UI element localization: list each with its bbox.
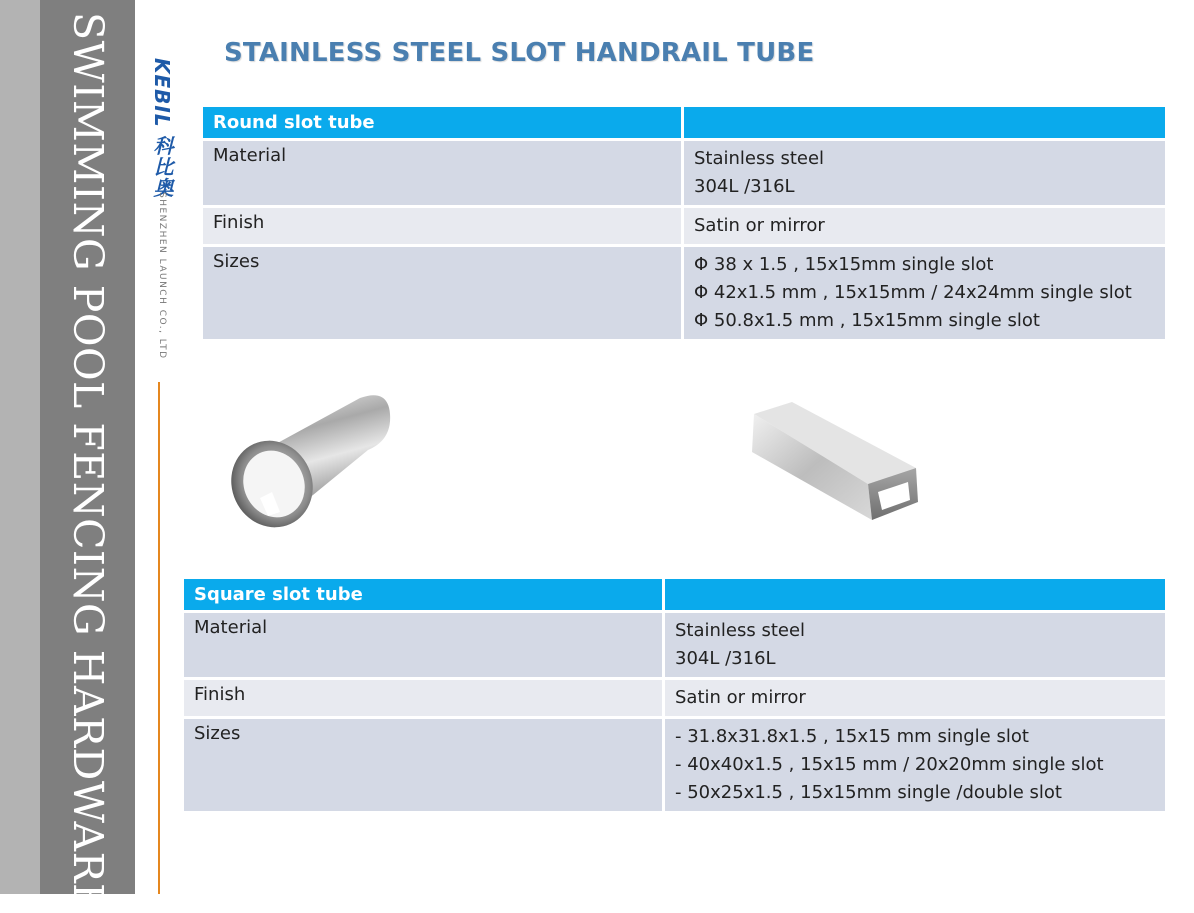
row-value xyxy=(684,208,1165,244)
row-value xyxy=(665,719,1165,811)
value-line: 304L /316L xyxy=(675,648,776,669)
square-slot-table xyxy=(181,576,1168,814)
value-line: Stainless steel xyxy=(694,148,825,169)
company-name: SHENZHEN LAUNCH CO., LTD xyxy=(157,192,167,360)
table-row-sizes xyxy=(203,247,1165,339)
table-header-cell: Round slot tube xyxy=(203,107,681,138)
table-row-finish xyxy=(184,680,1165,716)
page-title: STAINLESS STEEL SLOT HANDRAIL TUBE xyxy=(224,38,815,68)
square-tube-image xyxy=(748,400,920,522)
value-line: - 50x25x1.5 , 15x15mm single /double slot xyxy=(675,782,1062,803)
table-header-cell-empty xyxy=(665,579,1165,610)
banner-text: SWIMMING POOL FENCING HARDWARE xyxy=(64,12,112,913)
value-line: Φ 38 x 1.5 , 15x15mm single slot xyxy=(694,254,994,275)
row-label: Finish xyxy=(203,208,681,244)
brand-logo: KEBIL 科比奥 xyxy=(150,58,174,199)
value-line: Φ 50.8x1.5 mm , 15x15mm single slot xyxy=(694,310,1040,331)
value-line: - 31.8x31.8x1.5 , 15x15 mm single slot xyxy=(675,726,1029,747)
table-header-row xyxy=(203,107,1165,138)
row-label: Sizes xyxy=(203,247,681,339)
value-line: Satin or mirror xyxy=(694,215,825,236)
table-row-finish xyxy=(203,208,1165,244)
value-line: Stainless steel xyxy=(675,620,806,641)
table-header-cell: Square slot tube xyxy=(184,579,662,610)
row-value xyxy=(684,141,1165,205)
row-value xyxy=(684,247,1165,339)
row-label: Sizes xyxy=(184,719,662,811)
table-header-cell-empty xyxy=(684,107,1165,138)
row-label: Material xyxy=(203,141,681,205)
table-header-row xyxy=(184,579,1165,610)
row-label: Material xyxy=(184,613,662,677)
row-value xyxy=(665,613,1165,677)
accent-divider xyxy=(158,382,160,894)
table-row-material xyxy=(184,613,1165,677)
row-value xyxy=(665,680,1165,716)
value-line: 304L /316L xyxy=(694,176,795,197)
value-line: Φ 42x1.5 mm , 15x15mm / 24x24mm single slot xyxy=(694,282,1132,303)
round-slot-table xyxy=(200,104,1168,342)
row-label: Finish xyxy=(184,680,662,716)
value-line: Satin or mirror xyxy=(675,687,806,708)
table-row-sizes xyxy=(184,719,1165,811)
round-tube-image xyxy=(228,388,396,534)
left-banner xyxy=(0,0,40,894)
value-line: - 40x40x1.5 , 15x15 mm / 20x20mm single slot xyxy=(675,754,1104,775)
table-row-material xyxy=(203,141,1165,205)
